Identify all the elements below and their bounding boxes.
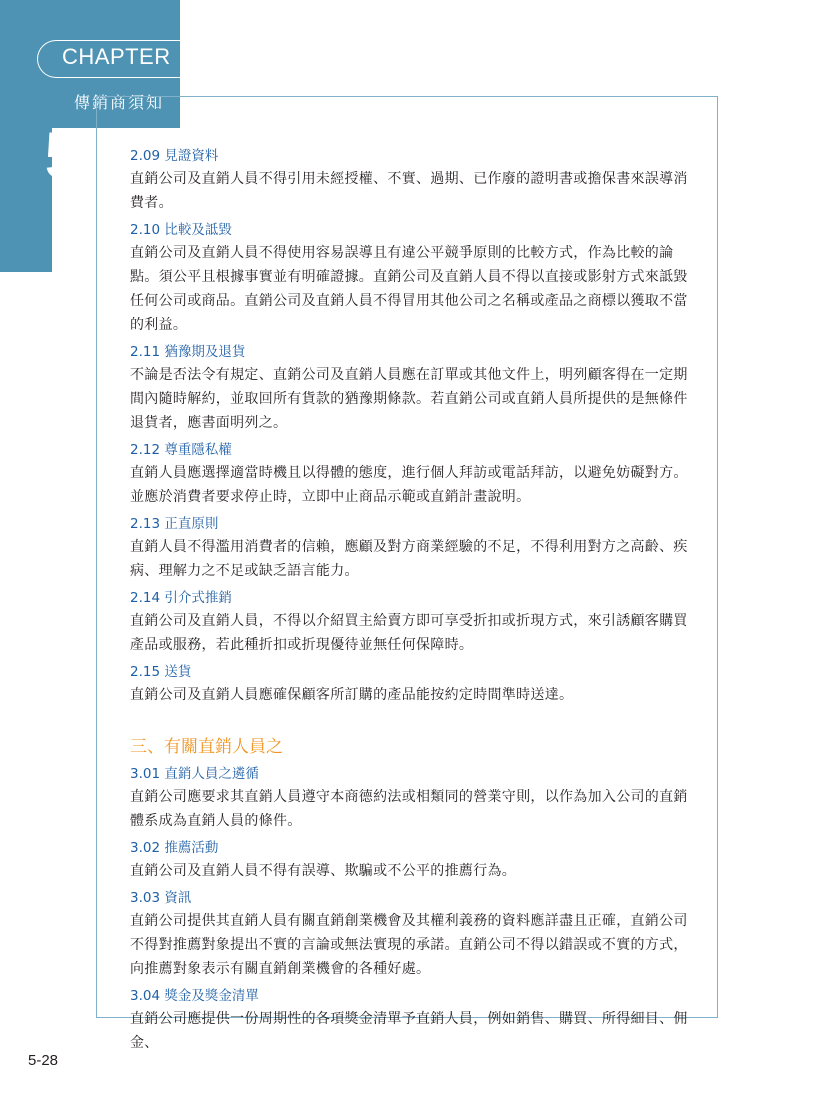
chapter-number: 5 xyxy=(44,118,81,192)
item-heading-2-10: 2.10 比較及詆毀 xyxy=(130,222,232,238)
item-body-2-14: 直銷公司及直銷人員，不得以介紹買主給賣方即可享受折扣或折現方式，來引誘顧客購買產品或服務，若此種折扣或折現優待並無任何保障時。 xyxy=(130,613,688,653)
item-heading-2-09: 2.09 見證資料 xyxy=(130,148,219,164)
item-heading-2-12: 2.12 尊重隱私權 xyxy=(130,442,232,458)
item-heading-3-03: 3.03 資訊 xyxy=(130,890,192,906)
item-heading-3-02: 3.02 推薦活動 xyxy=(130,840,219,856)
page-number: 5-28 xyxy=(28,1052,59,1069)
item-body-3-01: 直銷公司應要求其直銷人員遵守本商德約法或相類同的營業守則，以作為加入公司的直銷體系成為直銷人員的條件。 xyxy=(130,789,688,829)
chapter-label: CHAPTER xyxy=(62,44,171,69)
item-body-2-13: 直銷人員不得濫用消費者的信賴，應顧及對方商業經驗的不足，不得利用對方之高齡、疾病、理解力之不足或缺乏語言能力。 xyxy=(130,539,688,579)
item-body-3-02: 直銷公司及直銷人員不得有誤導、欺騙或不公平的推薦行為。 xyxy=(130,863,517,879)
item-body-2-11: 不論是否法令有規定、直銷公司及直銷人員應在訂單或其他文件上，明列顧客得在一定期間內隨時解約，並取回所有貨款的猶豫期條款。若直銷公司或直銷人員所提供的是無條件退貨者，應書面明列之。 xyxy=(130,367,688,431)
item-heading-2-11: 2.11 猶豫期及退貨 xyxy=(130,344,246,360)
chapter-title: 傳銷商須知 xyxy=(74,93,165,112)
item-heading-3-04: 3.04 獎金及獎金清單 xyxy=(130,988,259,1004)
item-heading-2-14: 2.14 引介式推銷 xyxy=(130,590,232,606)
item-body-2-15: 直銷公司及直銷人員應確保顧客所訂購的產品能按約定時間準時送達。 xyxy=(130,687,574,703)
content-body xyxy=(130,146,690,1055)
item-body-2-10: 直銷公司及直銷人員不得使用容易誤導且有違公平競爭原則的比較方式，作為比較的論點。須公平且根據事實並有明確證據。直銷公司及直銷人員不得以直接或影射方式來詆毀任何公司或商品。直銷公司及直銷人員不得冒用其他公司之名稱或產品之商標以獲取不當的利益。 xyxy=(130,245,688,333)
item-body-3-03: 直銷公司提供其直銷人員有關直銷創業機會及其權利義務的資料應詳盡且正確，直銷公司不得對推薦對象提出不實的言論或無法實現的承諾。直銷公司不得以錯誤或不實的方式，向推薦對象表示有關直銷創業機會的各種好處。 xyxy=(130,913,688,977)
section-title: 三、有關直銷人員之 xyxy=(130,737,283,757)
item-body-2-09: 直銷公司及直銷人員不得引用未經授權、不實、過期、已作廢的證明書或擔保書來誤導消費者。 xyxy=(130,171,688,211)
item-body-3-04: 直銷公司應提供一份周期性的各項獎金清單予直銷人員，例如銷售、購買、所得細目、佣金、 xyxy=(130,1011,688,1051)
item-heading-2-13: 2.13 正直原則 xyxy=(130,516,219,532)
item-heading-2-15: 2.15 送貨 xyxy=(130,664,192,680)
item-heading-3-01: 3.01 直銷人員之遴循 xyxy=(130,766,259,782)
item-body-2-12: 直銷人員應選擇適當時機且以得體的態度，進行個人拜訪或電話拜訪，以避免妨礙對方。並應於消費者要求停止時，立即中止商品示範或直銷計畫說明。 xyxy=(130,465,688,505)
